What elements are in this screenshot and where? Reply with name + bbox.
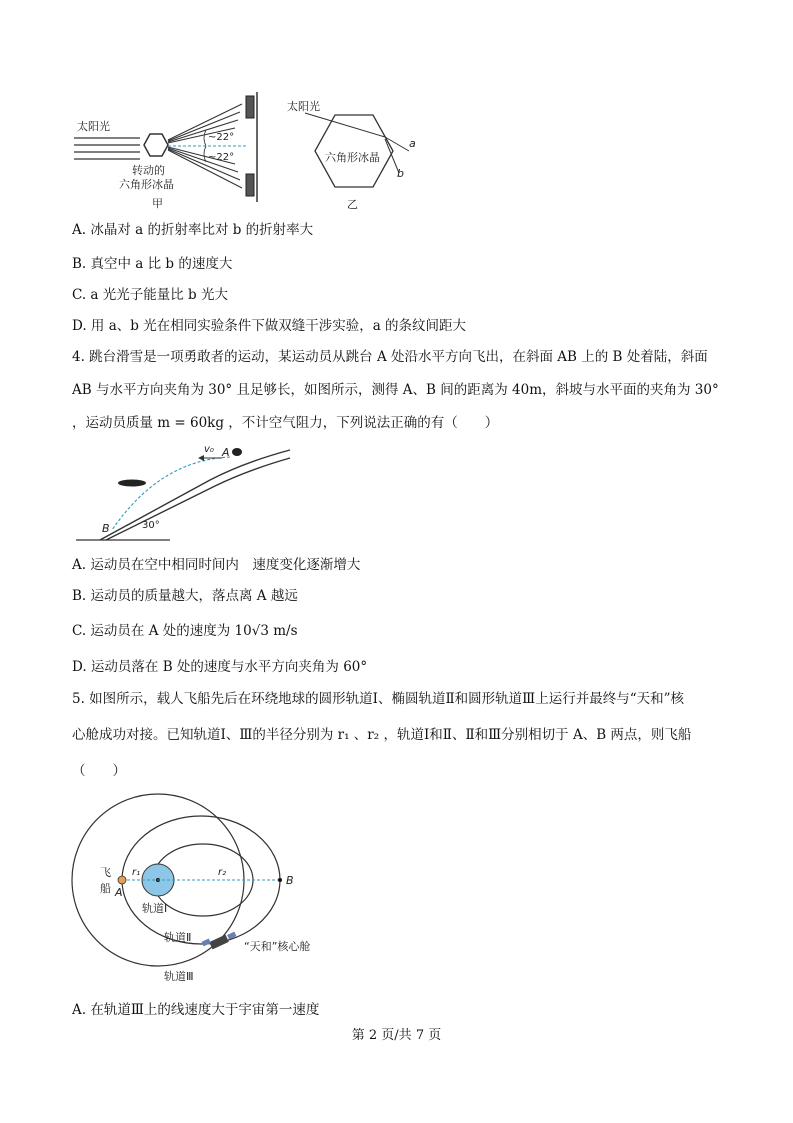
orbit-i-label: 轨道Ⅰ: [142, 902, 168, 915]
q5-stem-line-3: （ ）: [72, 763, 126, 779]
page-footer: 第 2 页/共 7 页: [351, 1028, 442, 1043]
yi-caption: 乙: [347, 198, 358, 211]
r2-label: r₂: [218, 867, 227, 878]
flying-skier-icon: [118, 480, 146, 487]
tianhe-module-icon: [202, 932, 237, 950]
q3-option-c: C. a 光光子能量比 b 光大: [72, 287, 228, 303]
q4-option-d: D. 运动员落在 B 处的速度与水平方向夹角为 60°: [72, 659, 368, 675]
spaceship-icon: [118, 876, 126, 884]
jia-sunlight-label: 太阳光: [77, 120, 110, 133]
yi-ray-b: b: [397, 167, 404, 180]
point-a-label: A: [115, 886, 123, 899]
ship-label-2: 船: [100, 882, 111, 895]
jia-screen-top: [246, 96, 254, 118]
r1-label: r₁: [132, 867, 141, 878]
skier-icon: [232, 448, 242, 456]
orbit-iii-label: 轨道Ⅲ: [164, 970, 194, 983]
q4-stem-line-1: 4. 跳台滑雪是一项勇敢者的运动，某运动员从跳台 A 处沿水平方向飞出，在斜面 AB 上的 B 处着陆，斜面: [72, 349, 708, 365]
jia-caption: 甲: [152, 197, 163, 210]
jia-angle-bottom: ~22°: [208, 152, 235, 163]
q5-stem-line-2: 心舱成功对接。已知轨道Ⅰ、Ⅲ的半径分别为 r₁ 、r₂ ，轨道Ⅰ和Ⅱ、Ⅱ和Ⅲ分别相切于 A、B 两点，则飞船: [72, 727, 692, 743]
q4-stem-line-3: ，运动员质量 m = 60kg ，不计空气阻力，下列说法正确的有（ ）: [72, 415, 499, 431]
point-a-label: A: [222, 446, 230, 459]
q4-option-a: A. 运动员在空中相同时间内 速度变化逐渐增大: [72, 557, 361, 573]
q3-option-a: A. 冰晶对 a 的折射率比对 b 的折射率大: [72, 222, 314, 238]
jia-crystal-label-2: 六角形冰晶: [119, 178, 174, 191]
figure-yi: [285, 95, 435, 215]
q3-option-b: B. 真空中 a 比 b 的速度大: [72, 256, 233, 272]
velocity-arrowhead: [198, 455, 204, 461]
q4-option-b: B. 运动员的质量越大，落点离 A 越远: [72, 588, 298, 604]
jia-crystal-label-1: 转动的: [132, 164, 165, 177]
yi-ray-a: a: [409, 137, 416, 150]
yi-crystal-label: 六角形冰晶: [325, 151, 380, 164]
q5-option-a: A. 在轨道Ⅲ上的线速度大于宇宙第一速度: [72, 1002, 320, 1018]
point-b-label: B: [102, 522, 110, 535]
figure-orbits: [70, 790, 360, 990]
tianhe-label: “天和”核心舱: [244, 940, 311, 953]
slope-lower-line: [106, 458, 290, 540]
jia-rotating-crystal: [144, 134, 168, 156]
trajectory-dashed: [112, 457, 230, 530]
q4-option-c: C. 运动员在 A 处的速度为 10√3 m/s: [72, 623, 298, 639]
orbit-ii-label: 轨道Ⅱ: [164, 931, 192, 944]
point-b-dot: [278, 878, 282, 882]
angle-30-label: 30°: [142, 520, 160, 531]
q3-option-d: D. 用 a、b 光在相同实验条件下做双缝干涉实验，a 的条纹间距大: [72, 318, 467, 334]
point-b-label: B: [286, 874, 294, 887]
ship-label-1: 飞: [100, 866, 111, 879]
v0-label: v₀: [204, 444, 214, 455]
jia-sun-rays: [74, 138, 140, 159]
jia-screen-bottom: [246, 174, 254, 196]
figure-ski-jump: [70, 440, 300, 550]
figure-jia: [70, 90, 280, 215]
q5-stem-line-1: 5. 如图所示，载人飞船先后在环绕地球的圆形轨道Ⅰ、椭圆轨道Ⅱ和圆形轨道Ⅲ上运行并最终与“天和”核: [72, 691, 685, 707]
jia-angle-top: ~22°: [208, 132, 235, 143]
q4-stem-line-2: AB 与水平方向夹角为 30° 且足够长，如图所示，测得 A、B 间的距离为 40m，斜坡与水平面的夹角为 30°: [72, 382, 719, 398]
yi-sunlight-label: 太阳光: [287, 100, 320, 113]
